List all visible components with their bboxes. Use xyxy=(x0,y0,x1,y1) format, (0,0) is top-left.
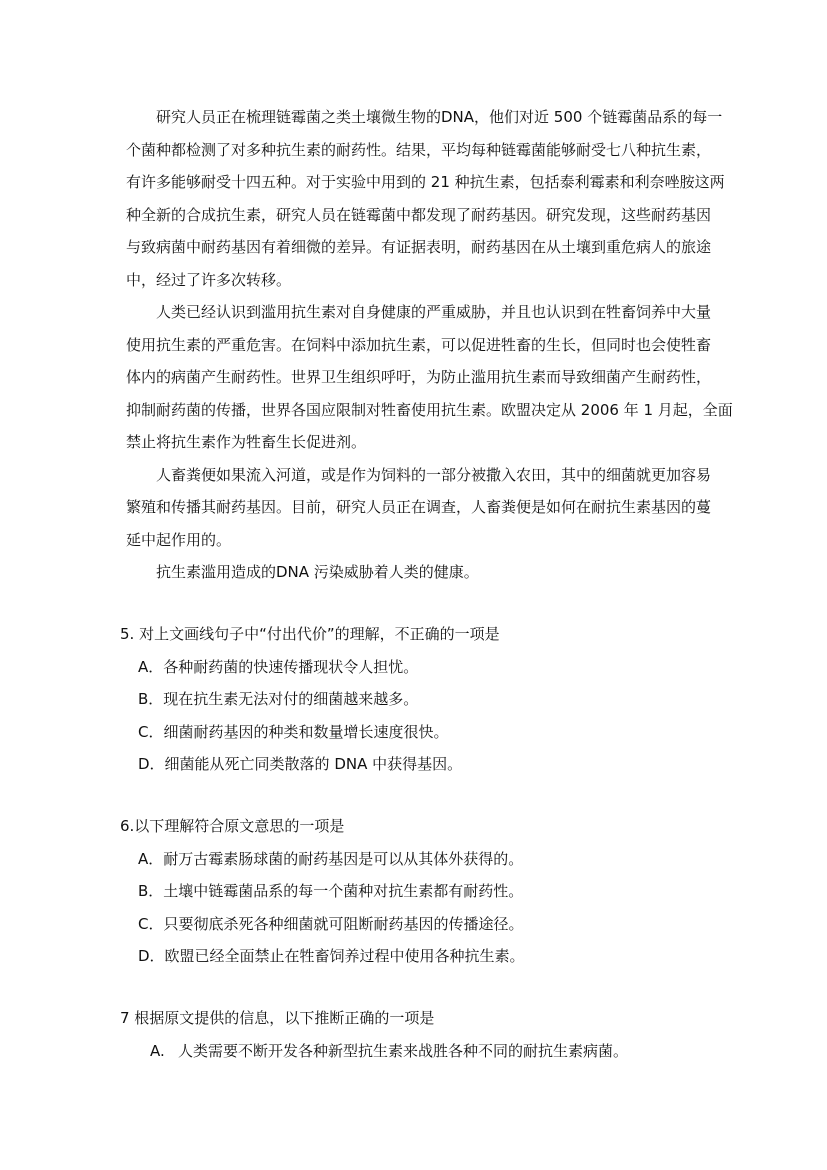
text-line: 繁殖和传播其耐药基因。目前，研究人员正在调查，人畜粪便是如何在耐抗生素基因的蔓 xyxy=(126,498,712,516)
option-a xyxy=(126,1035,696,1068)
passage-paragraph-4 xyxy=(126,556,696,589)
text-line: 体内的病菌产生耐药性。世界卫生组织呼吁，为防止滥用抗生素而导致细菌产生耐药性， xyxy=(126,368,712,386)
text-line: 与致病菌中耐药基因有着细微的差异。有证据表明，耐药基因在从土壤到重危病人的旅途 xyxy=(126,238,712,256)
question-stem: 5. 对上文画线句子中“付出代价”的理解，不正确的一项是 xyxy=(120,625,500,643)
text-line: 禁止将抗生素作为牲畜生长促进剂。 xyxy=(126,433,367,451)
option-label: A. xyxy=(150,1041,165,1060)
question-stem: 7 根据原文提供的信息，以下推断正确的一项是 xyxy=(120,1009,435,1027)
option-text: 人类需要不断开发各种新型抗生素来战胜各种不同的耐抗生素病菌。 xyxy=(178,1041,629,1060)
option-b: B．现在抗生素无法对付的细菌越来越多。 xyxy=(138,690,419,708)
text-line: 人畜粪便如果流入河道，或是作为饲料的一部分被撒入农田，其中的细菌就更加容易 xyxy=(156,465,712,484)
option-c: C．只要彻底杀死各种细菌就可阻断耐药基因的传播途径。 xyxy=(138,914,524,933)
text-line: 研究人员正在梳理链霉菌之类土壤微生物的DNA，他们对近 500 个链霉菌品系的每一 xyxy=(156,108,723,126)
passage-paragraph-1 xyxy=(126,101,725,296)
option-d: D．细菌能从死亡同类散落的 DNA 中获得基因。 xyxy=(138,755,463,773)
text-line: 延中起作用的。 xyxy=(126,530,232,549)
passage-paragraph-2 xyxy=(126,296,733,459)
question-7 xyxy=(120,1002,696,1067)
document-page xyxy=(120,101,733,1067)
question-6 xyxy=(120,810,696,973)
option-b: B．土壤中链霉菌品系的每一个菌种对抗生素都有耐药性。 xyxy=(138,882,524,900)
text-line: 中，经过了许多次转移。 xyxy=(126,270,292,289)
question-5 xyxy=(120,618,696,781)
text-line: 人类已经认识到滥用抗生素对自身健康的严重威胁，并且也认识到在牲畜饲养中大量 xyxy=(156,303,712,321)
passage-paragraph-3 xyxy=(126,459,712,557)
option-c: C．细菌耐药基因的种类和数量增长速度很快。 xyxy=(138,722,449,741)
question-stem: 6.以下理解符合原文意思的一项是 xyxy=(120,817,345,835)
text-line: 个菌种都检测了对多种抗生素的耐药性。结果，平均每种链霉菌能够耐受七八种抗生素， xyxy=(126,140,712,159)
option-a: A．各种耐药菌的快速传播现状令人担忧。 xyxy=(138,657,419,676)
text-line: 种全新的合成抗生素，研究人员在链霉菌中都发现了耐药基因。研究发现，这些耐药基因 xyxy=(126,205,712,224)
text-line: 抗生素滥用造成的DNA 污染威胁着人类的健康。 xyxy=(156,563,479,581)
text-line: 使用抗生素的严重危害。在饲料中添加抗生素，可以促进牲畜的生长，但同时也会使牲畜 xyxy=(126,335,712,354)
option-d: D．欧盟已经全面禁止在牲畜饲养过程中使用各种抗生素。 xyxy=(138,947,525,965)
text-line: 抑制耐药菌的传播，世界各国应限制对牲畜使用抗生素。欧盟决定从 2006 年 1 月起，全面 xyxy=(126,400,733,419)
option-a: A．耐万古霉素肠球菌的耐药基因是可以从其体外获得的。 xyxy=(138,849,524,868)
text-line: 有许多能够耐受十四五种。对于实验中用到的 21 种抗生素，包括泰利霉素和利奈唑胺这两 xyxy=(126,173,725,191)
